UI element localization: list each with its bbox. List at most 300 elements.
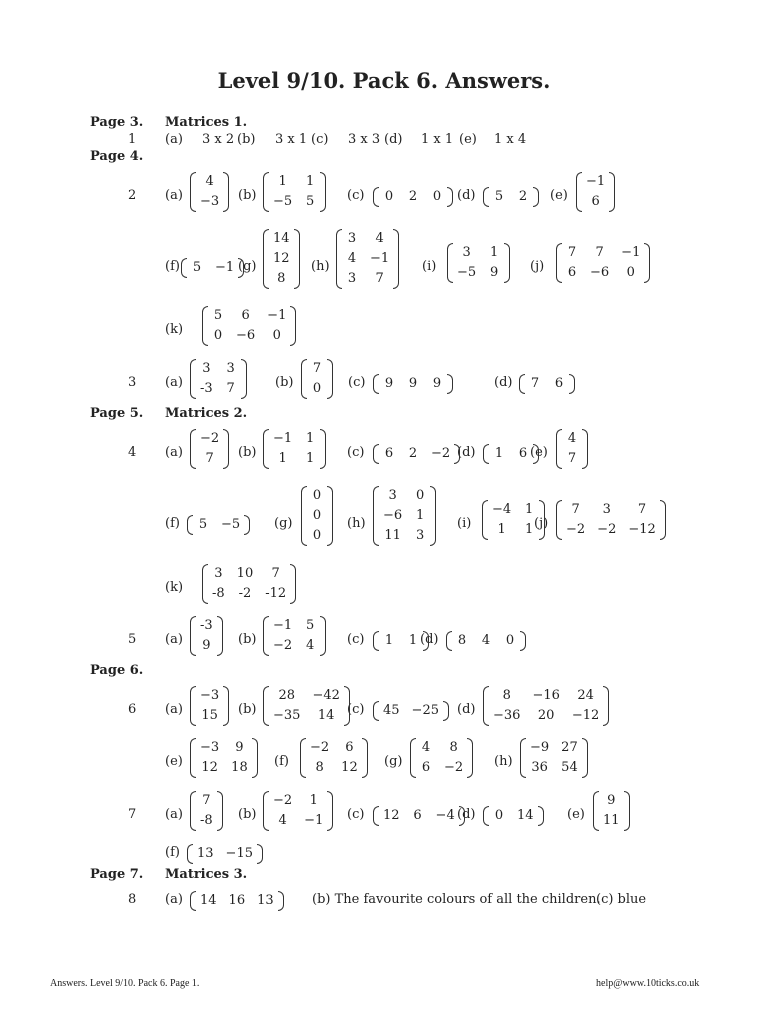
answer-label: (d): [494, 375, 513, 390]
answer-label: (c): [347, 445, 365, 460]
answer-label: (a): [165, 188, 183, 203]
section-header: Page 3.: [90, 115, 144, 130]
matrix-entry: 7: [205, 451, 214, 466]
matrix-cells: [562, 500, 660, 540]
matrix-entry: 3: [602, 502, 611, 517]
matrix: [519, 374, 575, 394]
matrix-entry: 0: [312, 528, 322, 543]
matrix: [263, 616, 326, 656]
matrix-cells: [489, 806, 538, 826]
answer-label: (j): [534, 516, 549, 531]
matrix-entry: 6: [421, 760, 431, 775]
answer-label: (f): [165, 259, 180, 274]
matrix: [483, 806, 544, 826]
answer-label: (c): [311, 132, 329, 147]
matrix: [300, 738, 368, 778]
matrix-entry: 0: [312, 508, 322, 523]
matrix-cells: [379, 631, 423, 651]
right-bracket: [582, 429, 588, 469]
matrix-entry: 3: [202, 361, 211, 376]
matrix-entry: 24: [577, 688, 594, 703]
matrix-entry: −2: [431, 446, 451, 461]
matrix-entry: 7: [595, 245, 604, 260]
matrix-entry: 0: [416, 488, 425, 503]
matrix: [190, 791, 223, 831]
answer-label: (k): [165, 322, 184, 337]
matrix-entry: 0: [505, 633, 515, 648]
matrix-cells: [342, 229, 393, 289]
matrix-cells: [196, 172, 223, 212]
matrix-entry: −42: [312, 688, 340, 703]
answer-label: (h): [494, 754, 513, 769]
right-bracket: [609, 172, 615, 212]
matrix-cells: [208, 564, 290, 604]
answer-label: (b): [238, 445, 257, 460]
answer-label: (d): [457, 445, 476, 460]
right-bracket: [660, 500, 666, 540]
matrix-entry: 3: [347, 271, 357, 286]
right-bracket: [520, 631, 526, 651]
matrix-cells: [562, 243, 644, 283]
matrix-cells: [379, 187, 447, 207]
matrix-entry: −1: [586, 174, 606, 189]
right-bracket: [393, 229, 399, 289]
matrix-entry: −4: [435, 808, 455, 823]
matrix-cells: [525, 374, 569, 394]
answer-label: (e): [530, 445, 548, 460]
matrix-entry: 45: [383, 703, 400, 718]
right-bracket: [454, 444, 460, 464]
right-bracket: [344, 686, 350, 726]
answer-label: (e): [165, 754, 183, 769]
matrix-entry: 13: [197, 846, 214, 861]
matrix-cells: [489, 187, 533, 207]
answer-label: (e): [567, 807, 585, 822]
matrix: [336, 229, 399, 289]
right-bracket: [238, 258, 244, 278]
answer-label: (a): [165, 445, 183, 460]
matrix-entry: −2: [444, 760, 464, 775]
matrix-entry: 0: [384, 189, 394, 204]
matrix-entry: 6: [591, 194, 600, 209]
matrix-cells: [196, 738, 252, 778]
matrix-entry: 7: [571, 502, 580, 517]
matrix-cells: [379, 486, 430, 546]
matrix-cells: [269, 616, 320, 656]
right-bracket: [644, 243, 650, 283]
matrix: [190, 616, 223, 656]
matrix-entry: 3: [462, 245, 471, 260]
matrix-entry: 11: [384, 528, 401, 543]
answer-label: (i): [422, 259, 437, 274]
matrix-entry: 2: [408, 189, 418, 204]
right-bracket: [538, 806, 544, 826]
matrix-entry: 6: [384, 446, 394, 461]
matrix-entry: 0: [312, 381, 322, 396]
answer-label: (e): [459, 132, 477, 147]
answer-label: (b): [238, 632, 257, 647]
matrix-entry: 1: [408, 633, 418, 648]
matrix-entry: 5: [192, 260, 202, 275]
matrix-entry: 3: [214, 566, 223, 581]
matrix-entry: 9: [490, 265, 499, 280]
answer-label: (b) The favourite colours of all the children.: [312, 892, 601, 907]
matrix-entry: 9: [607, 793, 616, 808]
matrix-entry: 9: [235, 740, 244, 755]
matrix-entry: 12: [273, 251, 290, 266]
matrix: [263, 229, 300, 289]
matrix-entry: 27: [561, 740, 578, 755]
matrix: [593, 791, 630, 831]
matrix-entry: 6: [241, 308, 250, 323]
answer-label: 3 x 3: [348, 132, 381, 147]
section-header: Page 5.: [90, 406, 144, 421]
answer-label: (c): [347, 632, 365, 647]
matrix-entry: 14: [200, 893, 217, 908]
matrix-cells: [379, 374, 447, 394]
answer-label: (c): [347, 702, 365, 717]
matrix-entry: 7: [226, 381, 235, 396]
matrix-entry: 3: [388, 488, 397, 503]
section-header: Page 7.: [90, 867, 144, 882]
right-bracket: [257, 844, 263, 864]
matrix-entry: 9: [408, 376, 418, 391]
matrix: [190, 429, 229, 469]
matrix-entry: 8: [449, 740, 458, 755]
answer-label: (c): [347, 188, 365, 203]
right-bracket: [320, 616, 326, 656]
matrix: [263, 429, 326, 469]
answer-label: (a): [165, 375, 183, 390]
matrix-entry: −2: [310, 740, 330, 755]
matrix-entry: 7: [312, 361, 322, 376]
answer-label: (b): [237, 132, 256, 147]
matrix-cells: [196, 891, 278, 911]
answer-label: 4: [128, 445, 137, 460]
matrix-entry: 18: [231, 760, 248, 775]
answer-label: (c): [348, 375, 366, 390]
matrix-entry: −6: [383, 508, 403, 523]
right-bracket: [278, 891, 284, 911]
matrix-entry: 6: [554, 376, 564, 391]
matrix-entry: 3: [347, 231, 357, 246]
matrix-cells: [269, 229, 294, 289]
right-bracket: [327, 791, 333, 831]
matrix-entry: −5: [221, 517, 241, 532]
matrix-entry: 20: [537, 708, 555, 723]
answer-label: (f): [274, 754, 289, 769]
matrix: [556, 243, 650, 283]
matrix-entry: 0: [272, 328, 281, 343]
matrix-entry: 8: [277, 271, 286, 286]
right-bracket: [252, 738, 258, 778]
matrix-cells: [453, 243, 504, 283]
matrix-entry: −9: [530, 740, 550, 755]
matrix-entry: −3: [200, 740, 220, 755]
matrix-entry: 14: [273, 231, 290, 246]
answer-label: (b): [238, 807, 257, 822]
matrix-entry: 4: [306, 638, 315, 653]
right-bracket: [294, 229, 300, 289]
right-bracket: [603, 686, 609, 726]
matrix-cells: [196, 359, 241, 399]
matrix-entry: 1: [309, 793, 318, 808]
matrix-entry: −12: [628, 522, 656, 537]
matrix-cells: [526, 738, 582, 778]
footer-right: help@www.10ticks.co.uk: [596, 978, 700, 989]
matrix-entry: −3: [200, 194, 220, 209]
matrix-entry: −36: [493, 708, 521, 723]
matrix-entry: 5: [198, 517, 208, 532]
matrix-entry: 54: [561, 760, 578, 775]
matrix-entry: 4: [347, 251, 357, 266]
right-bracket: [327, 359, 333, 399]
matrix-entry: 1: [494, 446, 504, 461]
matrix-entry: −1: [370, 251, 390, 266]
section-header: Matrices 2.: [165, 406, 248, 421]
matrix-entry: 5: [213, 308, 223, 323]
answer-label: (g): [238, 259, 257, 274]
matrix: [373, 187, 453, 207]
matrix-entry: 1: [306, 451, 315, 466]
matrix-cells: [193, 515, 244, 535]
matrix-entry: 6: [518, 446, 528, 461]
matrix: [483, 686, 609, 726]
matrix-entry: 9: [432, 376, 442, 391]
matrix-entry: 4: [421, 740, 431, 755]
matrix: [446, 631, 526, 651]
matrix-cells: [488, 500, 539, 540]
matrix-entry: 1: [306, 174, 315, 189]
matrix-cells: [269, 686, 344, 726]
matrix-entry: 1: [384, 633, 394, 648]
answer-label: 5: [128, 632, 137, 647]
matrix-entry: 3: [416, 528, 425, 543]
answer-label: (b): [275, 375, 294, 390]
matrix-entry: 12: [383, 808, 400, 823]
matrix-entry: 3: [226, 361, 235, 376]
matrix: [181, 258, 244, 278]
matrix: [373, 701, 449, 721]
matrix-entry: 0: [213, 328, 223, 343]
matrix: [202, 564, 296, 604]
matrix-entry: −1: [304, 813, 324, 828]
section-header: Page 4.: [90, 149, 144, 164]
matrix: [556, 429, 588, 469]
matrix-cells: [196, 616, 217, 656]
section-header: Matrices 1.: [165, 115, 248, 130]
matrix: [190, 686, 229, 726]
matrix-entry: 7: [375, 271, 384, 286]
matrix-entry: −4: [492, 502, 512, 517]
matrix-cells: [193, 844, 257, 864]
matrix-cells: [208, 306, 290, 346]
answer-label: (c): [347, 807, 365, 822]
answer-label: (b): [238, 702, 257, 717]
right-bracket: [217, 791, 223, 831]
answer-label: (d): [384, 132, 403, 147]
matrix-entry: 0: [312, 488, 322, 503]
right-bracket: [569, 374, 575, 394]
matrix: [301, 486, 333, 546]
matrix: [373, 631, 429, 651]
matrix-entry: -12: [265, 586, 287, 601]
right-bracket: [327, 486, 333, 546]
matrix-cells: [599, 791, 624, 831]
answer-label: 3: [128, 375, 137, 390]
answer-label: (d): [457, 188, 476, 203]
matrix-entry: −16: [532, 688, 560, 703]
matrix-entry: 8: [502, 688, 511, 703]
matrix-entry: -2: [238, 586, 252, 601]
answer-label: (f): [165, 845, 180, 860]
matrix: [447, 243, 510, 283]
matrix: [576, 172, 615, 212]
matrix-entry: 7: [637, 502, 647, 517]
matrix: [373, 374, 453, 394]
matrix-entry: 14: [317, 708, 335, 723]
matrix-entry: −35: [273, 708, 301, 723]
right-bracket: [290, 306, 296, 346]
matrix-entry: 4: [567, 431, 577, 446]
matrix: [483, 187, 539, 207]
matrix: [373, 444, 460, 464]
answer-label: (b): [238, 188, 257, 203]
answer-label: 3 x 1: [275, 132, 308, 147]
matrix-entry: −12: [571, 708, 600, 723]
matrix-entry: 2: [518, 189, 528, 204]
right-bracket: [223, 172, 229, 212]
matrix-cells: [269, 791, 327, 831]
matrix: [190, 891, 284, 911]
matrix-entry: -3: [200, 618, 213, 633]
right-bracket: [223, 429, 229, 469]
matrix-entry: −1: [621, 245, 641, 260]
matrix-entry: 14: [517, 808, 534, 823]
answer-label: (a): [165, 632, 183, 647]
answer-label: 2: [128, 188, 137, 203]
answer-label: (d): [420, 632, 439, 647]
right-bracket: [423, 631, 429, 651]
right-bracket: [430, 486, 436, 546]
matrix-entry: 7: [567, 451, 577, 466]
matrix-entry: -3: [200, 381, 213, 396]
matrix-entry: 6: [567, 265, 577, 280]
matrix-cells: [196, 686, 223, 726]
matrix-entry: 5: [306, 194, 315, 209]
right-bracket: [217, 616, 223, 656]
matrix: [373, 806, 465, 826]
right-bracket: [582, 738, 588, 778]
matrix-entry: −6: [590, 265, 610, 280]
matrix-cells: [307, 359, 327, 399]
matrix-entry: −1: [267, 308, 287, 323]
right-bracket: [290, 564, 296, 604]
matrix-entry: −15: [225, 846, 253, 861]
matrix: [190, 738, 258, 778]
matrix: [373, 486, 436, 546]
answer-label: 1: [128, 132, 137, 147]
matrix-entry: 4: [481, 633, 491, 648]
answer-label: (k): [165, 580, 184, 595]
matrix-cells: [562, 429, 582, 469]
matrix-entry: 6: [413, 808, 422, 823]
right-bracket: [447, 374, 453, 394]
right-bracket: [320, 429, 326, 469]
right-bracket: [320, 172, 326, 212]
matrix-entry: −2: [566, 522, 586, 537]
matrix: [187, 844, 263, 864]
matrix-entry: −2: [273, 638, 293, 653]
answer-label: 7: [128, 807, 137, 822]
matrix-entry: −1: [273, 618, 293, 633]
right-bracket: [443, 701, 449, 721]
matrix: [190, 172, 229, 212]
answer-label: (a): [165, 807, 183, 822]
matrix-cells: [269, 172, 320, 212]
matrix: [520, 738, 588, 778]
answer-label: 3 x 2: [202, 132, 235, 147]
matrix-entry: -8: [212, 586, 225, 601]
matrix-entry: 2: [408, 446, 418, 461]
right-bracket: [241, 359, 247, 399]
matrix-entry: 15: [201, 708, 218, 723]
answer-label: (c) blue: [596, 892, 647, 907]
matrix-cells: [452, 631, 520, 651]
matrix-entry: 5: [306, 618, 315, 633]
matrix-cells: [489, 444, 533, 464]
matrix-entry: −5: [273, 194, 293, 209]
matrix-cells: [306, 738, 362, 778]
matrix-entry: 1: [497, 522, 506, 537]
section-header: Matrices 3.: [165, 867, 248, 882]
matrix-entry: 7: [202, 793, 211, 808]
matrix-entry: 8: [315, 760, 324, 775]
section-header: Page 6.: [90, 663, 144, 678]
matrix: [202, 306, 296, 346]
matrix-entry: −2: [200, 431, 220, 446]
answer-label: (g): [384, 754, 403, 769]
matrix-cells: [582, 172, 609, 212]
answer-label: 1 x 1: [421, 132, 454, 147]
matrix: [410, 738, 473, 778]
matrix-cells: [416, 738, 467, 778]
matrix: [263, 686, 350, 726]
matrix-entry: 16: [228, 893, 246, 908]
answer-label: (f): [165, 516, 180, 531]
matrix: [482, 500, 545, 540]
matrix-entry: 0: [626, 265, 635, 280]
matrix-entry: 12: [201, 760, 218, 775]
matrix-entry: 0: [432, 189, 442, 204]
matrix-entry: 1: [416, 508, 425, 523]
matrix-cells: [196, 429, 223, 469]
matrix-entry: 12: [341, 760, 358, 775]
answer-label: 6: [128, 702, 137, 717]
matrix-entry: 7: [530, 376, 540, 391]
matrix-entry: 7: [271, 566, 280, 581]
matrix-entry: 0: [494, 808, 504, 823]
right-bracket: [533, 444, 539, 464]
answer-label: (j): [530, 259, 545, 274]
answer-label: (g): [274, 516, 293, 531]
matrix-entry: 1: [278, 451, 287, 466]
matrix: [190, 359, 247, 399]
matrix-entry: 28: [278, 688, 295, 703]
right-bracket: [244, 515, 250, 535]
right-bracket: [362, 738, 368, 778]
answer-label: (i): [457, 516, 472, 531]
